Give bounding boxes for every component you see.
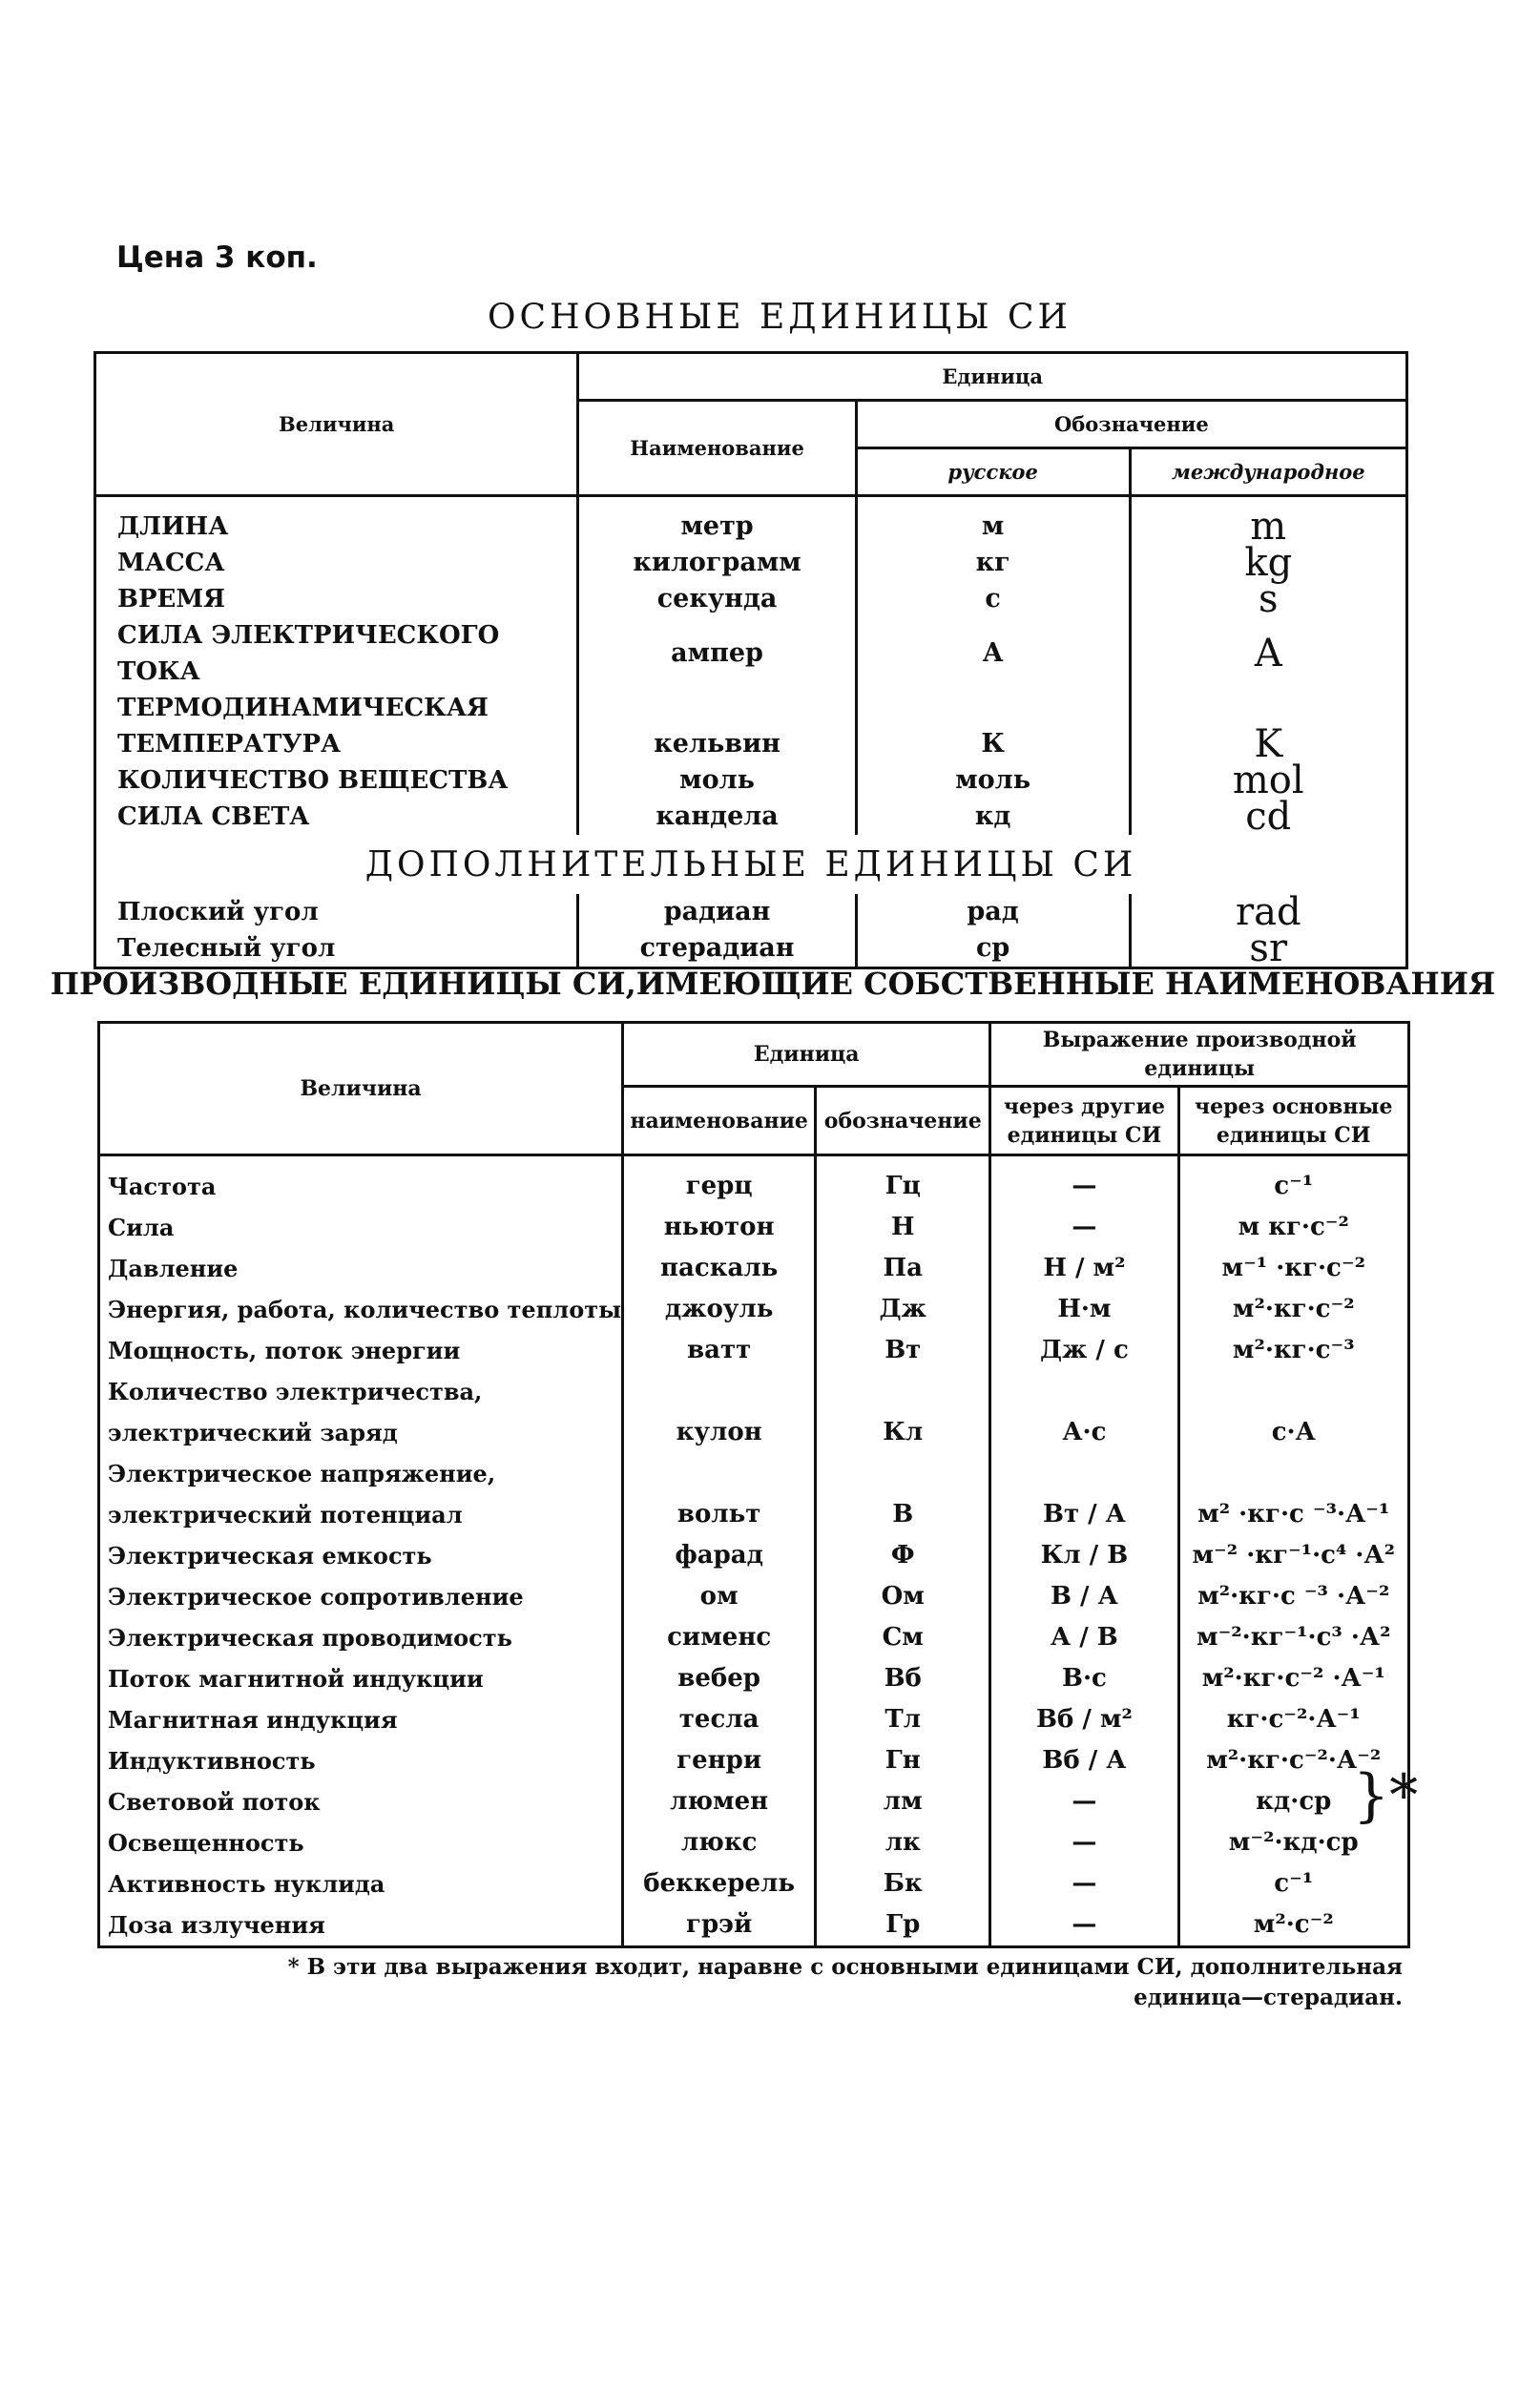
base-units-title: ОСНОВНЫЕ ЕДИНИЦЫ СИ	[488, 298, 1072, 337]
unit-name-cell: вольт	[623, 1494, 816, 1535]
unit-symbol-cell	[816, 1453, 990, 1494]
via-base-cell: м⁻² ·кг⁻¹·с⁴ ·А²	[1178, 1535, 1409, 1576]
via-other-cell: —	[990, 1207, 1178, 1248]
unit-name-cell: ватт	[623, 1330, 816, 1371]
via-base-cell	[1178, 1453, 1409, 1494]
via-other-cell: Вб / А	[990, 1740, 1178, 1781]
via-other-cell: В·с	[990, 1658, 1178, 1699]
base-unit-row	[95, 690, 1407, 726]
via-base-cell: м²·кг·с⁻³	[1178, 1330, 1409, 1371]
unit-symbol-cell: Тл	[816, 1699, 990, 1740]
unit-name-cell: секунда	[578, 581, 856, 617]
unit-symbol-cell: Н	[816, 1207, 990, 1248]
derived-unit-row	[99, 1453, 1409, 1494]
derived-unit-row	[99, 1535, 1409, 1576]
base-units-table	[94, 351, 1408, 969]
international-symbol-cell: K	[1130, 726, 1406, 762]
via-other-cell: Вт / А	[990, 1494, 1178, 1535]
quantity-cell: Электрическая проводимость	[99, 1617, 623, 1658]
via-base-cell: с·А	[1178, 1412, 1409, 1453]
via-base-cell: кд·ср	[1178, 1781, 1409, 1822]
derived-unit-row	[99, 1658, 1409, 1699]
quantity-cell: СИЛА СВЕТА	[95, 799, 578, 835]
via-other-cell: —	[990, 1781, 1178, 1822]
quantity-cell: ТЕМПЕРАТУРА	[95, 726, 578, 762]
base-unit-row	[95, 496, 1407, 546]
quantity-cell: КОЛИЧЕСТВО ВЕЩЕСТВА	[95, 762, 578, 799]
derived-header-via-base: через основные единицы СИ	[1178, 1087, 1409, 1155]
derived-unit-row	[99, 1289, 1409, 1330]
derived-unit-row	[99, 1699, 1409, 1740]
derived-unit-row	[99, 1494, 1409, 1535]
unit-name-cell	[623, 1371, 816, 1412]
unit-name-cell: ньютон	[623, 1207, 816, 1248]
unit-name-cell: стерадиан	[578, 930, 856, 968]
base-unit-row	[95, 726, 1407, 762]
via-base-cell: м²·кг·с⁻²	[1178, 1289, 1409, 1330]
russian-symbol-cell: кд	[856, 799, 1130, 835]
unit-name-cell: ампер	[578, 617, 856, 690]
via-base-cell: с⁻¹	[1178, 1863, 1409, 1904]
quantity-cell: Сила	[99, 1207, 623, 1248]
base-unit-row	[95, 762, 1407, 799]
via-base-cell: с⁻¹	[1178, 1155, 1409, 1208]
via-base-cell: м⁻²·кд·ср	[1178, 1822, 1409, 1863]
price-label: Цена 3 коп.	[116, 240, 318, 275]
via-other-cell	[990, 1371, 1178, 1412]
base-unit-row	[95, 545, 1407, 581]
derived-header-quantity: Величина	[99, 1023, 623, 1155]
quantity-cell: Электрическое напряжение,	[99, 1453, 623, 1494]
quantity-cell: Поток магнитной индукции	[99, 1658, 623, 1699]
derived-unit-row	[99, 1412, 1409, 1453]
via-other-cell: Кл / В	[990, 1535, 1178, 1576]
derived-unit-row	[99, 1904, 1409, 1947]
via-base-cell: м²·кг·с⁻²·А⁻²	[1178, 1740, 1409, 1781]
unit-symbol-cell: лм	[816, 1781, 990, 1822]
via-other-cell: Вб / м²	[990, 1699, 1178, 1740]
via-other-cell: Н·м	[990, 1289, 1178, 1330]
via-other-cell: —	[990, 1863, 1178, 1904]
quantity-cell: Плоский угол	[95, 894, 578, 930]
unit-symbol-cell: Вт	[816, 1330, 990, 1371]
international-symbol-cell: rad	[1130, 894, 1406, 930]
derived-unit-row	[99, 1863, 1409, 1904]
header-russian: русское	[856, 448, 1130, 496]
supplementary-unit-row	[95, 894, 1407, 930]
unit-symbol-cell: Ф	[816, 1535, 990, 1576]
via-base-cell: кг·с⁻²·А⁻¹	[1178, 1699, 1409, 1740]
via-base-cell: м⁻¹ ·кг·с⁻²	[1178, 1248, 1409, 1289]
base-unit-row	[95, 799, 1407, 835]
derived-unit-row	[99, 1248, 1409, 1289]
international-symbol-cell: s	[1130, 581, 1406, 617]
unit-name-cell: кулон	[623, 1412, 816, 1453]
base-unit-row	[95, 617, 1407, 690]
via-other-cell: А / В	[990, 1617, 1178, 1658]
unit-name-cell: метр	[578, 496, 856, 546]
unit-name-cell: джоуль	[623, 1289, 816, 1330]
quantity-cell: ВРЕМЯ	[95, 581, 578, 617]
russian-symbol-cell: рад	[856, 894, 1130, 930]
quantity-cell: Количество электричества,	[99, 1371, 623, 1412]
derived-unit-row	[99, 1371, 1409, 1412]
footnote-line-1: * В эти два выражения входит, наравне с основными единицами СИ, дополнительная	[287, 1954, 1403, 1980]
derived-unit-row	[99, 1330, 1409, 1371]
via-other-cell: —	[990, 1904, 1178, 1947]
unit-name-cell: паскаль	[623, 1248, 816, 1289]
unit-name-cell: радиан	[578, 894, 856, 930]
header-symbol: Обозначение	[856, 401, 1406, 448]
quantity-cell: Магнитная индукция	[99, 1699, 623, 1740]
brace-mark: }*	[1353, 1762, 1419, 1829]
derived-header-expression: Выражение производной единицы	[990, 1023, 1409, 1087]
unit-symbol-cell: Па	[816, 1248, 990, 1289]
derived-units-title: ПРОИЗВОДНЫЕ ЕДИНИЦЫ СИ,ИМЕЮЩИЕ СОБСТВЕННЫЕ НАИМЕНОВАНИЯ	[50, 966, 1496, 1002]
via-other-cell	[990, 1453, 1178, 1494]
derived-units-table	[97, 1021, 1410, 1948]
unit-name-cell: ом	[623, 1576, 816, 1617]
derived-header-unit: Единица	[623, 1023, 990, 1087]
quantity-cell: Энергия, работа, количество теплоты	[99, 1289, 623, 1330]
russian-symbol-cell: м	[856, 496, 1130, 546]
quantity-cell: Частота	[99, 1155, 623, 1208]
via-base-cell: м²·с⁻²	[1178, 1904, 1409, 1947]
quantity-cell: Телесный угол	[95, 930, 578, 968]
via-other-cell: Н / м²	[990, 1248, 1178, 1289]
via-base-cell	[1178, 1371, 1409, 1412]
quantity-cell: СИЛА ЭЛЕКТРИЧЕСКОГО ТОКА	[95, 617, 578, 690]
russian-symbol-cell: К	[856, 726, 1130, 762]
unit-name-cell: люкс	[623, 1822, 816, 1863]
unit-name-cell: кельвин	[578, 726, 856, 762]
international-symbol-cell: sr	[1130, 930, 1406, 968]
via-other-cell: А·с	[990, 1412, 1178, 1453]
via-base-cell: м кг·с⁻²	[1178, 1207, 1409, 1248]
supplementary-unit-row	[95, 930, 1407, 968]
unit-symbol-cell: Бк	[816, 1863, 990, 1904]
unit-symbol-cell: См	[816, 1617, 990, 1658]
unit-name-cell	[578, 690, 856, 726]
unit-symbol-cell: В	[816, 1494, 990, 1535]
header-unit: Единица	[578, 353, 1407, 401]
footnote	[277, 1952, 1403, 2013]
derived-unit-row	[99, 1822, 1409, 1863]
unit-name-cell: тесла	[623, 1699, 816, 1740]
footnote-line-2: единица—стерадиан.	[1134, 1985, 1403, 2010]
international-symbol-cell: m	[1130, 496, 1406, 546]
unit-symbol-cell: Гр	[816, 1904, 990, 1947]
supplementary-units-title: ДОПОЛНИТЕЛЬНЫЕ ЕДИНИЦЫ СИ	[95, 835, 1407, 894]
unit-name-cell: беккерель	[623, 1863, 816, 1904]
unit-name-cell: кандела	[578, 799, 856, 835]
quantity-cell: Электрическое сопротивление	[99, 1576, 623, 1617]
international-symbol-cell: kg	[1130, 545, 1406, 581]
quantity-cell: Освещенность	[99, 1822, 623, 1863]
derived-header-name: наименование	[623, 1087, 816, 1155]
derived-unit-row	[99, 1781, 1409, 1822]
unit-symbol-cell: Гц	[816, 1155, 990, 1208]
via-other-cell: —	[990, 1822, 1178, 1863]
unit-name-cell: грэй	[623, 1904, 816, 1947]
derived-unit-row	[99, 1617, 1409, 1658]
unit-name-cell	[623, 1453, 816, 1494]
russian-symbol-cell: с	[856, 581, 1130, 617]
via-base-cell: м²·кг·с⁻² ·А⁻¹	[1178, 1658, 1409, 1699]
quantity-cell: электрический потенциал	[99, 1494, 623, 1535]
unit-name-cell: герц	[623, 1155, 816, 1208]
unit-symbol-cell: Гн	[816, 1740, 990, 1781]
quantity-cell: Активность нуклида	[99, 1863, 623, 1904]
via-base-cell: м⁻²·кг⁻¹·с³ ·А²	[1178, 1617, 1409, 1658]
unit-name-cell: сименс	[623, 1617, 816, 1658]
unit-name-cell: моль	[578, 762, 856, 799]
header-quantity: Величина	[95, 353, 578, 496]
unit-symbol-cell: Кл	[816, 1412, 990, 1453]
derived-header-via-other: через другие единицы СИ	[990, 1087, 1178, 1155]
quantity-cell: ДЛИНА	[95, 496, 578, 546]
quantity-cell: Индуктивность	[99, 1740, 623, 1781]
quantity-cell: Мощность, поток энергии	[99, 1330, 623, 1371]
unit-symbol-cell: лк	[816, 1822, 990, 1863]
russian-symbol-cell: ср	[856, 930, 1130, 968]
unit-symbol-cell: Дж	[816, 1289, 990, 1330]
via-other-cell: —	[990, 1155, 1178, 1208]
quantity-cell: Световой поток	[99, 1781, 623, 1822]
unit-name-cell: генри	[623, 1740, 816, 1781]
quantity-cell: МАССА	[95, 545, 578, 581]
derived-unit-row	[99, 1207, 1409, 1248]
international-symbol-cell	[1130, 690, 1406, 726]
international-symbol-cell: A	[1130, 617, 1406, 690]
unit-symbol-cell	[816, 1371, 990, 1412]
via-other-cell: Дж / с	[990, 1330, 1178, 1371]
russian-symbol-cell	[856, 690, 1130, 726]
international-symbol-cell: cd	[1130, 799, 1406, 835]
russian-symbol-cell: А	[856, 617, 1130, 690]
quantity-cell: электрический заряд	[99, 1412, 623, 1453]
russian-symbol-cell: кг	[856, 545, 1130, 581]
quantity-cell: Доза излучения	[99, 1904, 623, 1947]
quantity-cell: Давление	[99, 1248, 623, 1289]
via-other-cell: В / А	[990, 1576, 1178, 1617]
derived-unit-row	[99, 1740, 1409, 1781]
international-symbol-cell: mol	[1130, 762, 1406, 799]
header-international: международное	[1130, 448, 1406, 496]
quantity-cell: ТЕРМОДИНАМИЧЕСКАЯ	[95, 690, 578, 726]
russian-symbol-cell: моль	[856, 762, 1130, 799]
unit-name-cell: люмен	[623, 1781, 816, 1822]
derived-unit-row	[99, 1576, 1409, 1617]
header-name: Наименование	[578, 401, 856, 496]
unit-symbol-cell: Вб	[816, 1658, 990, 1699]
unit-name-cell: вебер	[623, 1658, 816, 1699]
unit-symbol-cell: Ом	[816, 1576, 990, 1617]
via-base-cell: м² ·кг·с ⁻³·А⁻¹	[1178, 1494, 1409, 1535]
base-unit-row	[95, 581, 1407, 617]
derived-header-symbol: обозначение	[816, 1087, 990, 1155]
unit-name-cell: фарад	[623, 1535, 816, 1576]
unit-name-cell: килограмм	[578, 545, 856, 581]
quantity-cell: Электрическая емкость	[99, 1535, 623, 1576]
derived-unit-row	[99, 1155, 1409, 1208]
via-base-cell: м²·кг·с ⁻³ ·А⁻²	[1178, 1576, 1409, 1617]
